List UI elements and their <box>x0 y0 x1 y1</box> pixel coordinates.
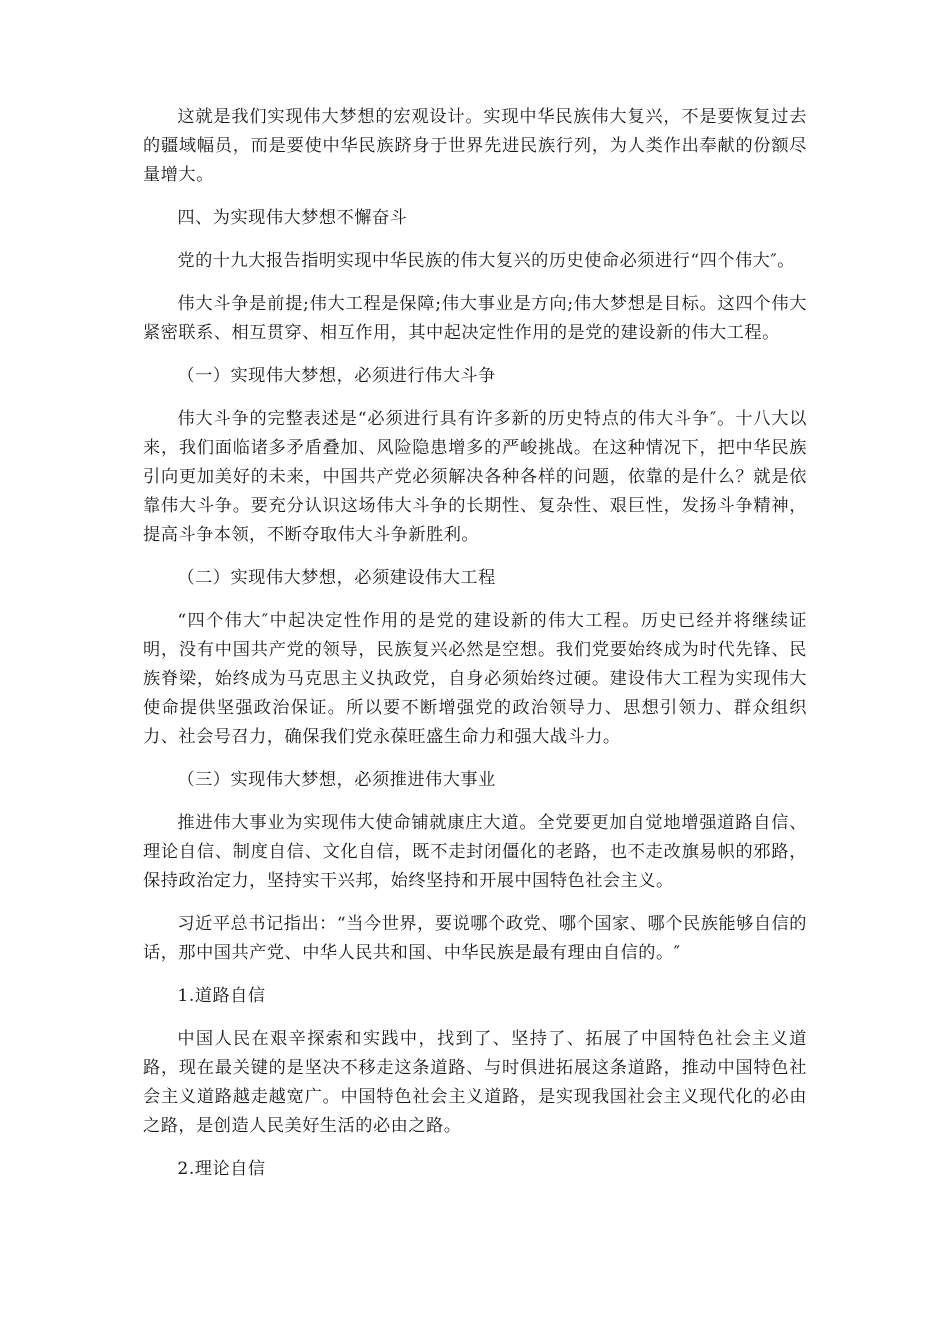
section-heading-four: 四、为实现伟大梦想不懈奋斗 <box>177 208 408 228</box>
paragraph-four-greats-mission: 党的十九大报告指明实现中华民族的伟大复兴的历史使命必须进行“四个伟大″。 <box>177 251 795 271</box>
subheading-theory-confidence: 2.理论自信 <box>177 1159 266 1179</box>
subheading-path-confidence: 1.道路自信 <box>177 986 266 1006</box>
paragraph-path-confidence: 中国人民在艰辛探索和实践中，找到了、坚持了、拓展了中国特色社会主义道路，现在最关键的是坚决不移走这条道路、与时俱进拓展这条道路，推动中国特色社会主义道路越走越宽广。中国特色社会主义道路，是实现我国社会主义现代化的必由之路，是创造人民美好生活的必由之路。 <box>143 1029 807 1136</box>
document-page <box>143 103 807 1184</box>
paragraph-four-greats-relation: 伟大斗争是前提;伟大工程是保障;伟大事业是方向;伟大梦想是目标。这四个伟大紧密联系、相互贯穿、相互作用，其中起决定性作用的是党的建设新的伟大工程。 <box>143 294 807 343</box>
subheading-great-cause: （三）实现伟大梦想，必须推进伟大事业 <box>177 770 496 790</box>
paragraph-great-struggle: 伟大斗争的完整表述是“必须进行具有许多新的历史特点的伟大斗争″。十八大以来，我们面临诸多矛盾叠加、风险隐患增多的严峻挑战。在这种情况下，把中华民族引向更加美好的未来，中国共产党必须解决各种各样的问题，依靠的是什么？就是依靠伟大斗争。要充分认识这场伟大斗争的长期性、复杂性、艰巨性，发扬斗争精神，提高斗争本领，不断夺取伟大斗争新胜利。 <box>143 409 807 545</box>
subheading-great-struggle: （一）实现伟大梦想，必须进行伟大斗争 <box>177 366 496 386</box>
paragraph-great-cause: 推进伟大事业为实现伟大使命铺就康庄大道。全党要更加自觉地增强道路自信、理论自信、制度自信、文化自信，既不走封闭僵化的老路，也不走改旗易帜的邪路，保持政治定力，坚持实干兴邦，始终坚持和开展中国特色社会主义。 <box>143 813 807 891</box>
paragraph-macro-design: 这就是我们实现伟大梦想的宏观设计。实现中华民族伟大复兴，不是要恢复过去的疆域幅员，而是要使中华民族跻身于世界先进民族行列，为人类作出奉献的份额尽量增大。 <box>143 107 807 185</box>
subheading-great-project: （二）实现伟大梦想，必须建设伟大工程 <box>177 568 496 588</box>
paragraph-quote-confidence: 习近平总书记指出：“当今世界，要说哪个政党、哪个国家、哪个民族能够自信的话，那中国共产党、中华人民共和国、中华民族是最有理由自信的。″ <box>143 914 807 963</box>
paragraph-great-project: “四个伟大″中起决定性作用的是党的建设新的伟大工程。历史已经并将继续证明，没有中国共产党的领导，民族复兴必然是空想。我们党要始终成为时代先锋、民族脊梁，始终成为马克思主义执政党，自身必须始终过硬。建设伟大工程为实现伟大使命提供坚强政治保证。所以要不断增强党的政治领导力、思想引领力、群众组织力、社会号召力，确保我们党永葆旺盛生命力和强大战斗力。 <box>143 611 807 747</box>
